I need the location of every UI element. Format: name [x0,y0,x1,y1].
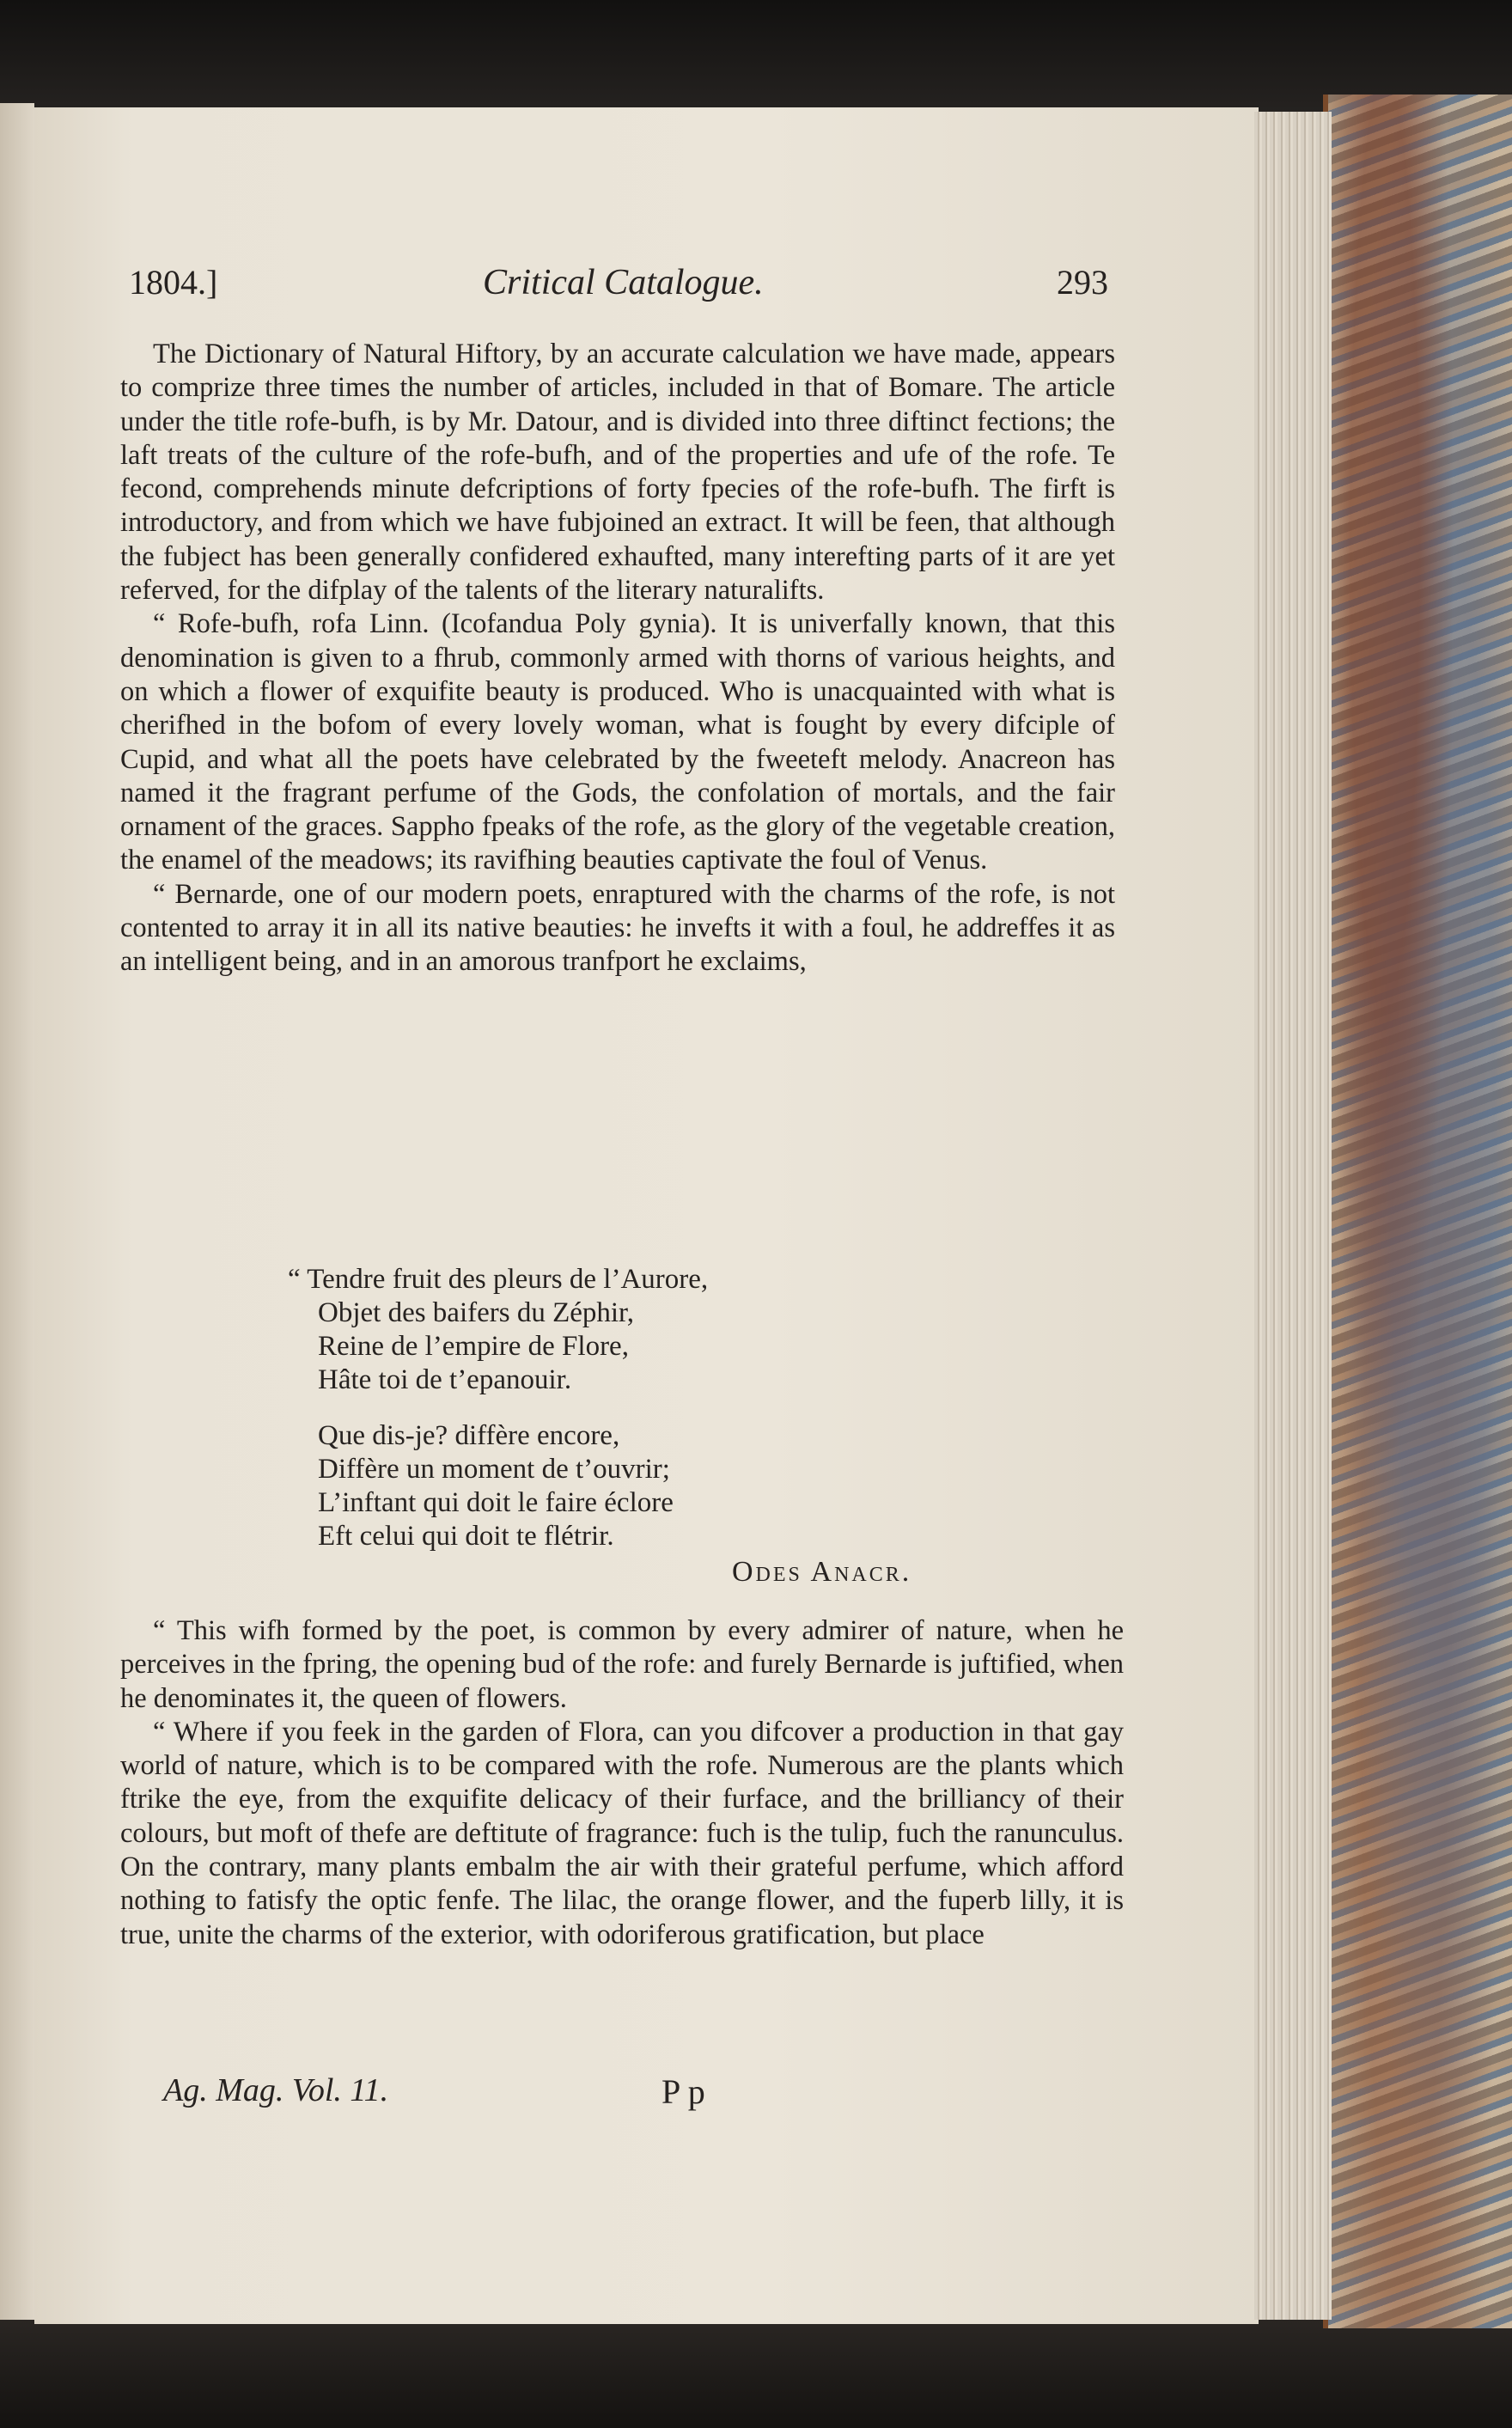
body-text-top [120,338,1115,979]
paragraph: “ This wifh formed by the poet, is common by every admirer of nature, when he perceives in the fpring, the opening bud of the rofe: and furely Bernarde is juftified, when he denominates it, the queen of flowers. [120,1615,1124,1714]
stanza-gap [288,1397,708,1419]
marbled-edge [1323,95,1512,2328]
running-head-year: 1804.] [129,263,218,302]
running-head [129,262,1108,314]
page-gutter [0,103,34,2320]
signature-mark: P p [662,2072,705,2111]
verse-line: L’inftant qui doit le faire éclore [318,1487,674,1518]
paragraph: “ Rofe-bufh, rofa Linn. (Icofandua Poly gynia). It is univerfally known, that this denomination is given to a fhrub, commonly armed with thorns of various heights, and on which a flower of exquifite beauty is produced. Who is unacquainted with what is cherifhed in the bofom of every lovely woman, what is fought by every difciple of Cupid, and what all the poets have celebrated by the fweeteft melody. Anacreon has named it the fragrant perfume of the Gods, the confolation of mortals, and the fair ornament of the graces. Sappho fpeaks of the rofe, as the glory of the vegetable creation, the enamel of the meadows; its ravifhing beauties captivate the foul of Venus. [120,608,1115,876]
verse-line: “ Tendre fruit des pleurs de l’Aurore, [288,1264,709,1295]
paragraph: The Dictionary of Natural Hiftory, by an accurate calculation we have made, appears to comprize three times the number of articles, included in that of Bomare. The article under the title rofe-bufh, is by Mr. Datour, and is divided into three diftinct fections; the laft treats of the culture of the rofe-bufh, and of the properties and ufe of the rofe. Te fecond, comprehends minute defcriptions of forty fpecies of the rofe-bufh. The firft is introductory, and from which we have fubjoined an extract. It will be feen, that although the fubject has been generally confidered exhaufted, many interefting parts of it are yet referved, for the difplay of the talents of the literary naturalifts. [120,339,1115,607]
verse-line: Eft celui qui doit te flétrir. [318,1521,614,1552]
body-text-bottom [120,1614,1124,1952]
book-background-bottom [0,2320,1512,2428]
book-background-top [0,0,1512,112]
page-edges [1254,112,1332,2320]
verse-line: Objet des baifers du Zéphir, [318,1297,634,1328]
verse-line: Reine de l’empire de Flore, [318,1331,629,1362]
paragraph: “ Where if you feek in the garden of Flora, can you difcover a production in that gay world of nature, which is to be compared with the rofe. Numerous are the plants which ftrike the eye, from the exquifite delicacy of their furface, and the brilliancy of their colours, but moft of thefe are deftitute of fragrance: fuch is the tulip, fuch the ranunculus. On the contrary, many plants embalm the air with their grateful perfume, which afford nothing to fatisfy the optic fenfe. The lilac, the orange flower, and the fuperb lilly, it is true, unite the charms of the exterior, with odoriferous gratification, but place [120,1716,1124,1950]
book-page [34,107,1259,2324]
verse-line: Diffère un moment de t’ouvrir; [318,1454,670,1485]
running-head-title: Critical Catalogue. [483,263,764,302]
verse-line: Que dis-je? diffère encore, [318,1420,620,1451]
verse-line: Hâte toi de t’epanouir. [318,1364,572,1395]
page-number: 293 [1057,263,1108,302]
verse-source: Odes Anacr. [732,1556,912,1588]
page-footer [163,2071,765,2114]
signature-line: Ag. Mag. Vol. 11. [163,2072,389,2108]
french-verse [288,1263,708,1553]
paragraph: “ Bernarde, one of our modern poets, enraptured with the charms of the rofe, is not contented to array it in all its native beauties: he invefts it with a foul, he addreffes it as an intelligent being, and in an amorous tranfport he exclaims, [120,878,1115,978]
